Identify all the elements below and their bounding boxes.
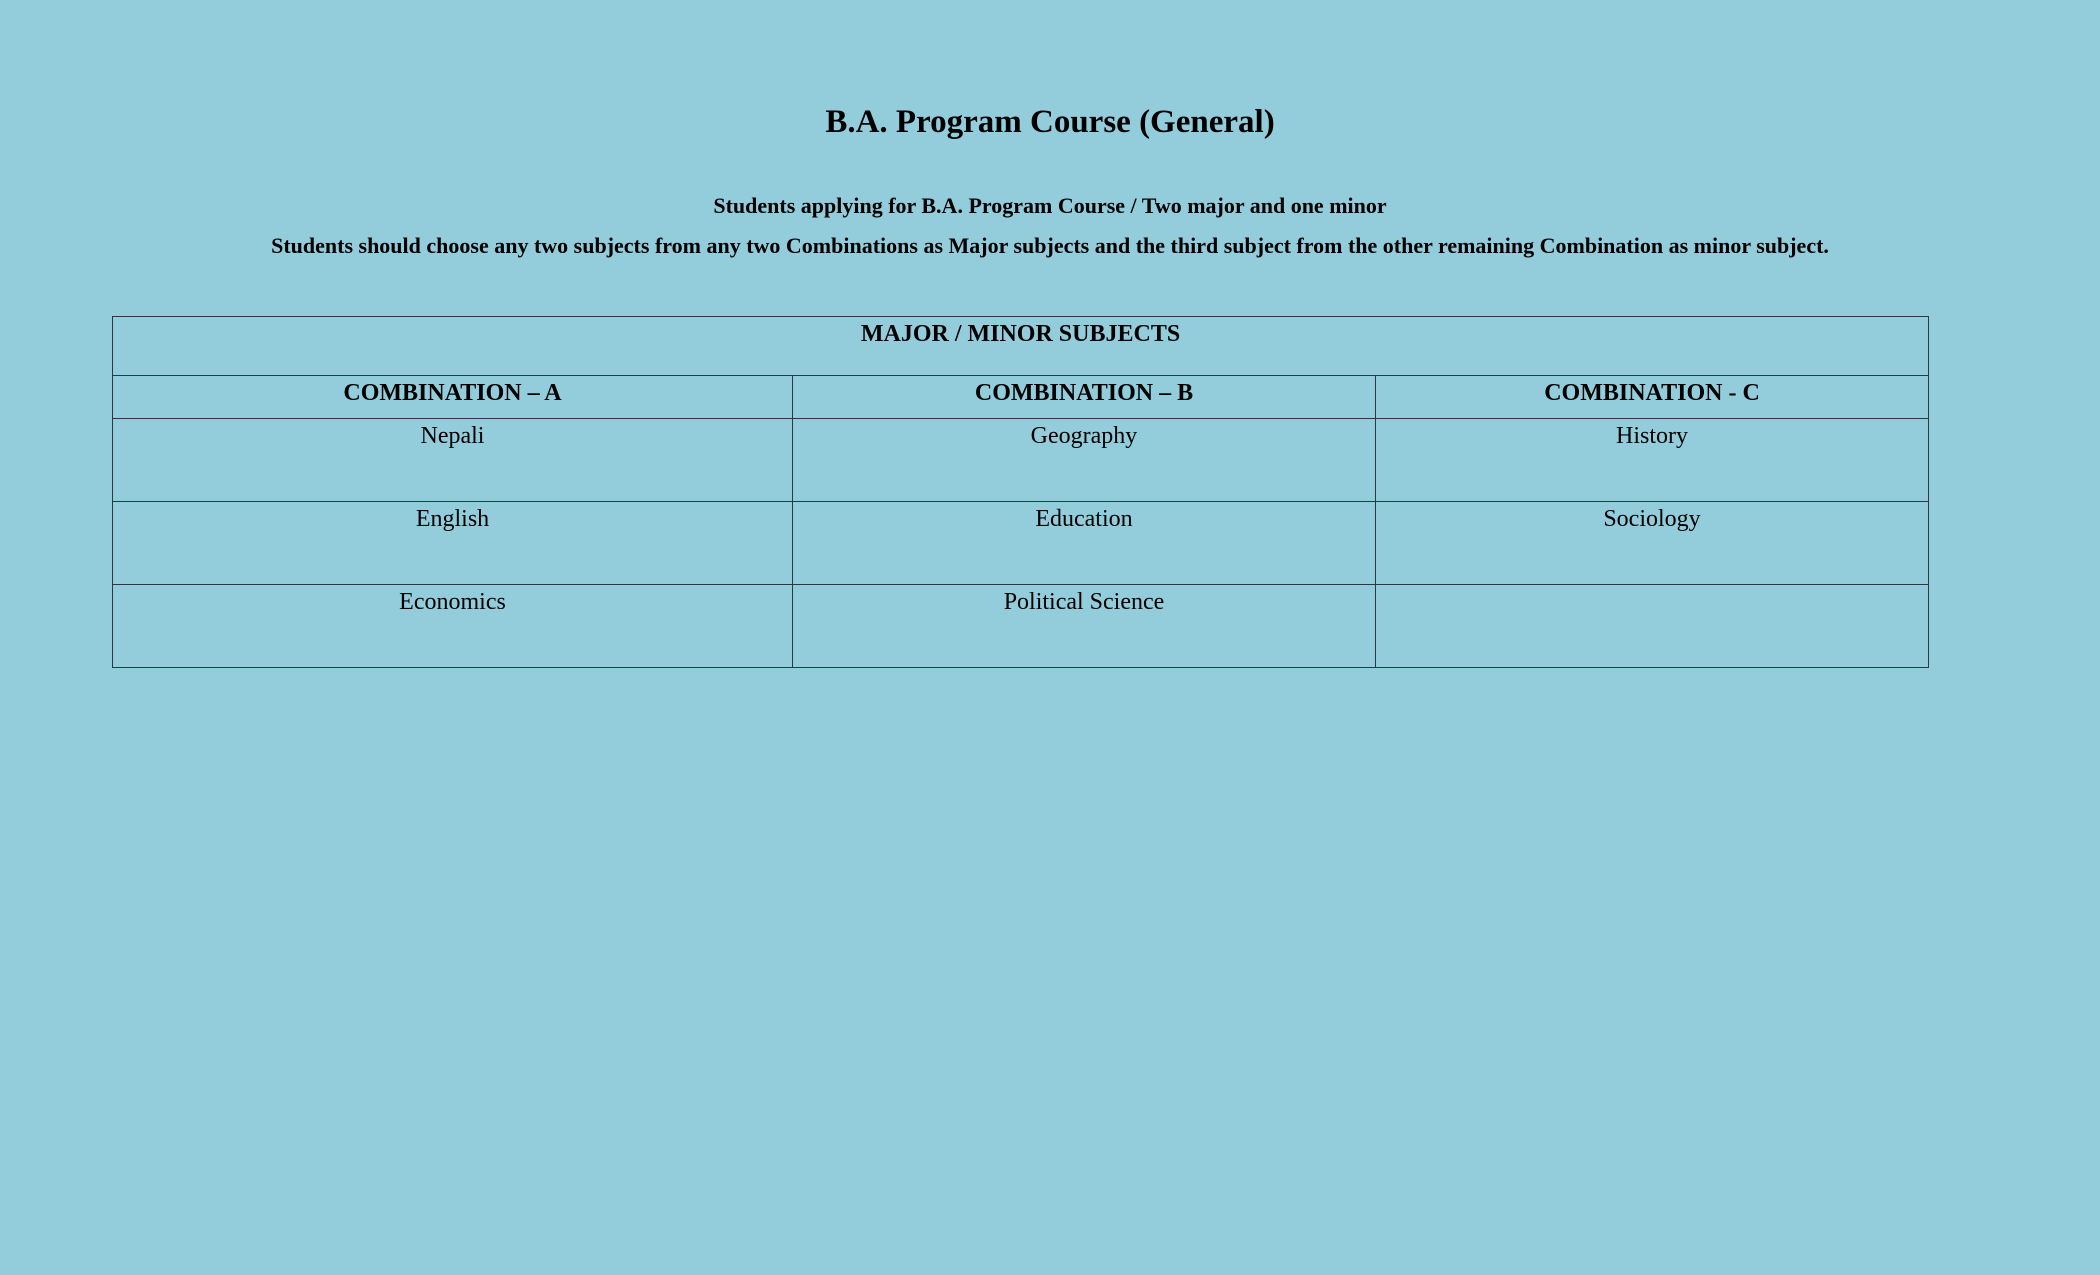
column-header-combination-a: COMBINATION – A xyxy=(113,376,793,419)
table-cell: Education xyxy=(793,502,1376,585)
table-row xyxy=(113,502,1929,585)
table-row xyxy=(113,419,1929,502)
table-cell: Nepali xyxy=(113,419,793,502)
column-header-combination-c: COMBINATION - C xyxy=(1376,376,1929,419)
page-title: B.A. Program Course (General) xyxy=(825,104,1275,140)
table-cell: Political Science xyxy=(793,585,1376,668)
table-cell: English xyxy=(113,502,793,585)
table-cell: Sociology xyxy=(1376,502,1929,585)
subtitle-line-1: Students applying for B.A. Program Course / Two major and one minor xyxy=(713,193,1387,218)
subtitle-line-2: Students should choose any two subjects from any two Combinations as Major subjects and the third subject from the other remaining Combination as minor subject. xyxy=(271,233,1829,258)
table-column-header-row xyxy=(113,376,1929,419)
table-heading-row xyxy=(113,317,1929,376)
table-heading: MAJOR / MINOR SUBJECTS xyxy=(113,317,1929,376)
table-cell: Geography xyxy=(793,419,1376,502)
table-cell-empty xyxy=(1376,585,1929,668)
table-cell: History xyxy=(1376,419,1929,502)
table-cell: Economics xyxy=(113,585,793,668)
column-header-combination-b: COMBINATION – B xyxy=(793,376,1376,419)
table-row xyxy=(113,585,1929,668)
subjects-table xyxy=(112,316,1929,668)
